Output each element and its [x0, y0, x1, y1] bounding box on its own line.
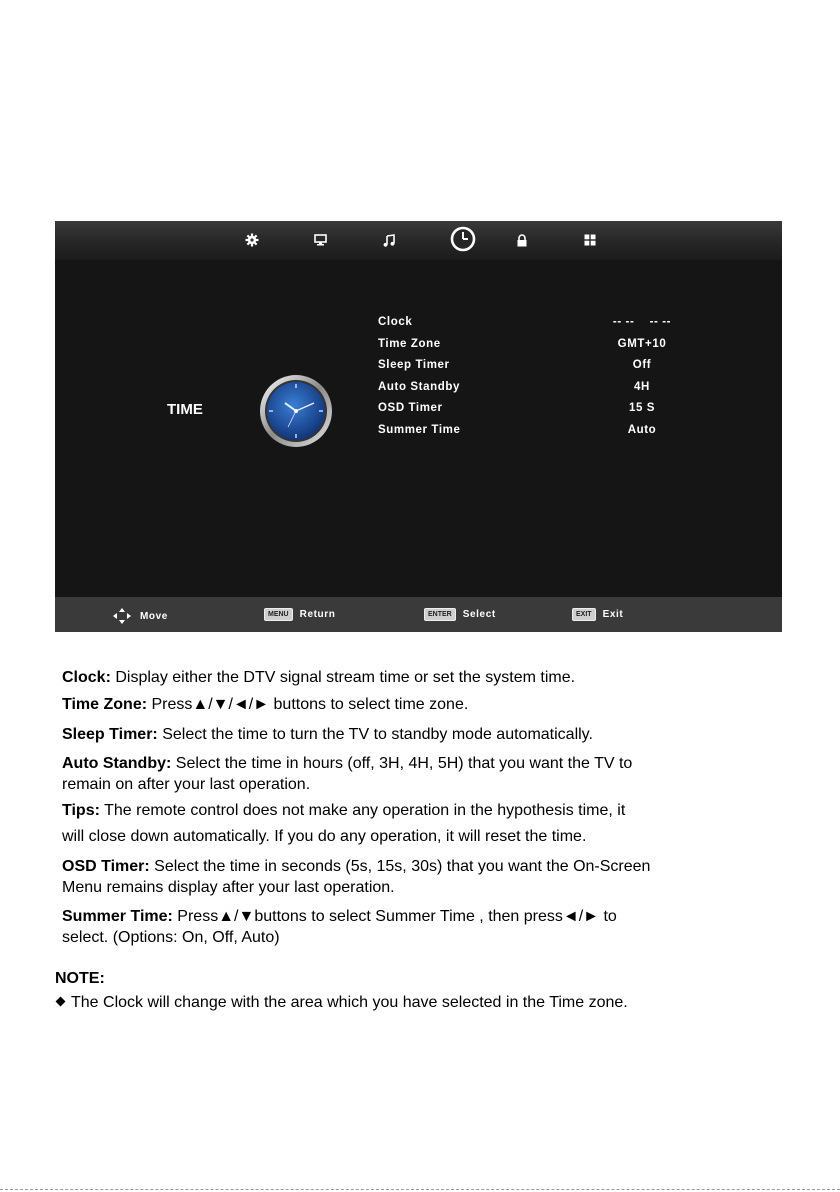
exit-key-icon: EXIT	[572, 608, 596, 621]
desc-clock	[62, 667, 575, 688]
hint-select-label: Select	[462, 609, 496, 620]
desc-text-line2: select. (Options: On, Off, Auto)	[62, 929, 280, 946]
menu-item-summer-time[interactable]	[378, 424, 708, 446]
clock-illustration-icon	[258, 373, 334, 454]
desc-tips-line2: will close down automatically. If you do any operation, it will reset the time.	[62, 828, 587, 845]
desc-summer-time	[62, 906, 617, 948]
desc-term: Sleep Timer:	[62, 726, 158, 743]
menu-key-icon: MENU	[264, 608, 293, 621]
desc-text: Select the time in hours (off, 3H, 4H, 5H) that you want the TV to	[171, 755, 633, 772]
desc-auto-standby	[62, 753, 632, 795]
desc-term: OSD Timer:	[62, 858, 150, 875]
desc-time-zone	[62, 694, 468, 715]
note-text: The Clock will change with the area which you have selected in the Time zone.	[71, 994, 628, 1011]
menu-item-osd-timer[interactable]	[378, 402, 708, 424]
note-title: NOTE:	[55, 970, 105, 987]
desc-term: Tips:	[62, 802, 100, 819]
time-settings-menu	[378, 316, 708, 445]
lock-icon[interactable]	[511, 229, 533, 251]
osd-tab-bar	[55, 221, 782, 260]
music-note-icon[interactable]	[378, 229, 400, 251]
menu-item-value: 15 S	[628, 402, 656, 414]
grid-icon[interactable]	[579, 229, 601, 251]
desc-term: Time Zone:	[62, 696, 148, 713]
osd-hint-bar	[55, 597, 782, 632]
menu-item-clock[interactable]	[378, 316, 708, 338]
hint-move-label: Move	[140, 610, 168, 622]
monitor-icon[interactable]	[309, 229, 331, 251]
desc-osd-timer	[62, 856, 650, 898]
desc-text: Select the time to turn the TV to standby mode automatically.	[157, 726, 593, 743]
menu-item-label: OSD Timer	[378, 402, 443, 414]
hint-return	[264, 608, 335, 621]
menu-item-value: 4H	[634, 380, 650, 393]
clock-icon[interactable]	[449, 225, 477, 253]
menu-item-auto-standby[interactable]	[378, 381, 708, 403]
diamond-bullet-icon	[56, 996, 66, 1006]
menu-item-value: GMT+10	[617, 337, 667, 350]
desc-text: Display either the DTV signal stream time or set the system time.	[110, 669, 576, 686]
note-item	[55, 994, 628, 1012]
gear-icon[interactable]	[241, 229, 263, 251]
menu-item-label: Sleep Timer	[378, 359, 450, 371]
four-way-arrow-icon	[112, 608, 132, 624]
desc-text: Press▲/▼/◄/► buttons to select time zone.	[147, 696, 469, 713]
enter-key-icon: ENTER	[424, 608, 456, 621]
desc-text: Press▲/▼buttons to select Summer Time , then press◄/► to	[172, 908, 617, 925]
menu-item-value: Auto	[627, 423, 657, 436]
desc-text: The remote control does not make any operation in the hypothesis time, it	[99, 802, 626, 819]
hint-exit	[572, 608, 623, 621]
hint-return-label: Return	[299, 609, 336, 620]
desc-sleep-timer	[62, 724, 593, 745]
hint-select	[424, 608, 496, 621]
desc-text-line2: remain on after your last operation.	[62, 776, 311, 793]
menu-item-time-zone[interactable]	[378, 338, 708, 360]
desc-term: Summer Time:	[62, 908, 173, 925]
desc-text: Select the time in seconds (5s, 15s, 30s) that you want the On-Screen	[149, 858, 651, 875]
desc-term: Clock:	[62, 669, 111, 686]
menu-item-sleep-timer[interactable]	[378, 359, 708, 381]
section-title: TIME	[167, 401, 203, 418]
menu-item-label: Clock	[378, 316, 413, 328]
tv-osd-screen	[55, 221, 782, 632]
menu-item-label: Summer Time	[378, 423, 461, 436]
menu-item-label: Time Zone	[378, 337, 441, 350]
hint-move	[112, 608, 168, 624]
desc-term: Auto Standby:	[62, 755, 172, 772]
page-bottom-divider	[0, 1189, 840, 1190]
menu-item-label: Auto Standby	[378, 380, 460, 393]
desc-text-line2: Menu remains display after your last operation.	[62, 879, 395, 896]
menu-item-value: Off	[632, 359, 652, 371]
hint-exit-label: Exit	[602, 609, 624, 620]
desc-tips	[62, 800, 625, 821]
menu-item-value: -- -- -- --	[612, 316, 672, 328]
